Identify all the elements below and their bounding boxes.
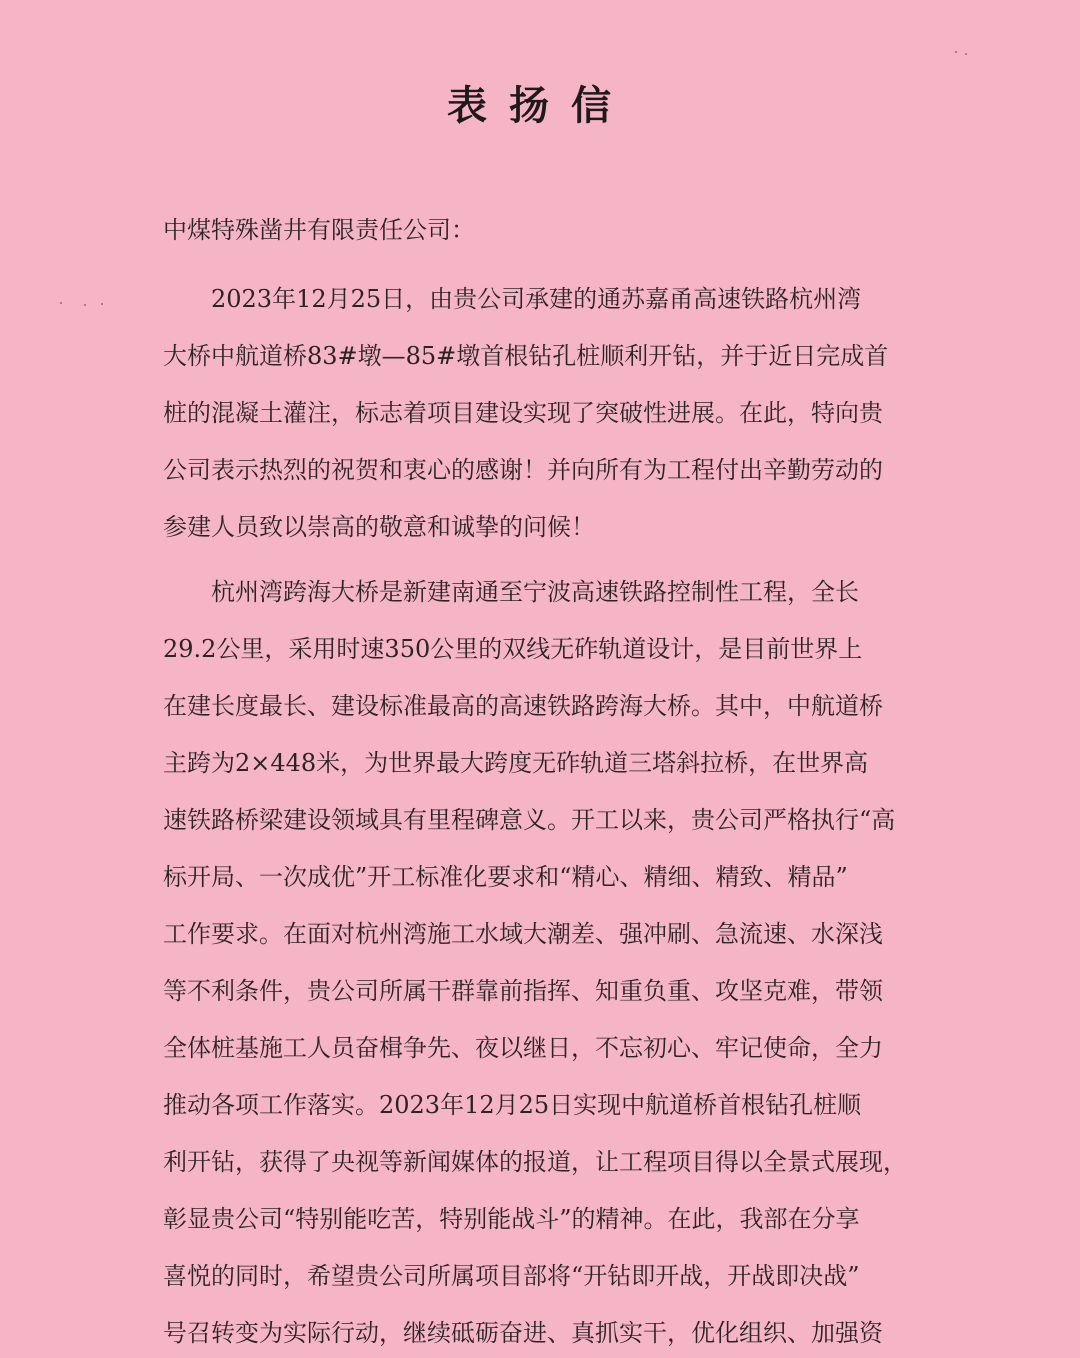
paragraph-line: 参建人员致以崇高的敬意和诚挚的问候！ xyxy=(163,513,595,541)
paragraph-line: 号召转变为实际行动，继续砥砺奋进、真抓实干，优化组织、加强资 xyxy=(163,1319,883,1347)
paragraph-line: 全体桩基施工人员奋楫争先、夜以继日，不忘初心、牢记使命，全力 xyxy=(163,1034,883,1062)
paragraph-line: 标开局、一次成优”开工标准化要求和“精心、精细、精致、精品” xyxy=(163,863,848,891)
paragraph-line: 主跨为2×448米，为世界最大跨度无砟轨道三塔斜拉桥，在世界高 xyxy=(163,749,869,777)
paragraph-line: 工作要求。在面对杭州湾施工水域大潮差、强冲刷、急流速、水深浅 xyxy=(163,920,883,948)
scan-speck xyxy=(60,302,62,304)
paragraph-line: 2023年12月25日，由贵公司承建的通苏嘉甬高速铁路杭州湾 xyxy=(211,285,862,313)
paragraph-line: 在建长度最长、建设标准最高的高速铁路跨海大桥。其中，中航道桥 xyxy=(163,692,883,720)
paragraph-line: 公司表示热烈的祝贺和衷心的感谢！并向所有为工程付出辛勤劳动的 xyxy=(163,456,883,484)
scan-speck xyxy=(84,304,86,306)
paragraph-line: 速铁路桥梁建设领域具有里程碑意义。开工以来，贵公司严格执行“高 xyxy=(163,806,896,834)
paragraph-line: 利开钻，获得了央视等新闻媒体的报道，让工程项目得以全景式展现， xyxy=(163,1148,907,1176)
paragraph-line: 大桥中航道桥83#墩—85#墩首根钻孔桩顺利开钻，并于近日完成首 xyxy=(163,342,889,370)
scan-speck xyxy=(101,303,103,305)
scan-speck xyxy=(965,53,967,55)
letter-salutation: 中煤特殊凿井有限责任公司： xyxy=(163,216,475,244)
paragraph-line: 等不利条件，贵公司所属干群靠前指挥、知重负重、攻坚克难，带领 xyxy=(163,977,883,1005)
paragraph-line: 喜悦的同时，希望贵公司所属项目部将“开钻即开战，开战即决战” xyxy=(163,1262,860,1290)
letter-title: 表扬信 xyxy=(447,82,633,129)
paragraph-line: 29.2公里，采用时速350公里的双线无砟轨道设计，是目前世界上 xyxy=(163,635,863,663)
paragraph-line: 推动各项工作落实。2023年12月25日实现中航道桥首根钻孔桩顺 xyxy=(163,1091,862,1119)
paragraph-1 xyxy=(163,271,923,556)
paragraph-line: 杭州湾跨海大桥是新建南通至宁波高速铁路控制性工程，全长 xyxy=(211,578,859,606)
paragraph-line: 桩的混凝土灌注，标志着项目建设实现了突破性进展。在此，特向贵 xyxy=(163,399,883,427)
paragraph-2 xyxy=(163,564,923,1358)
paragraph-line: 彰显贵公司“特别能吃苦，特别能战斗”的精神。在此，我部在分享 xyxy=(163,1205,860,1233)
scan-speck xyxy=(955,51,957,53)
